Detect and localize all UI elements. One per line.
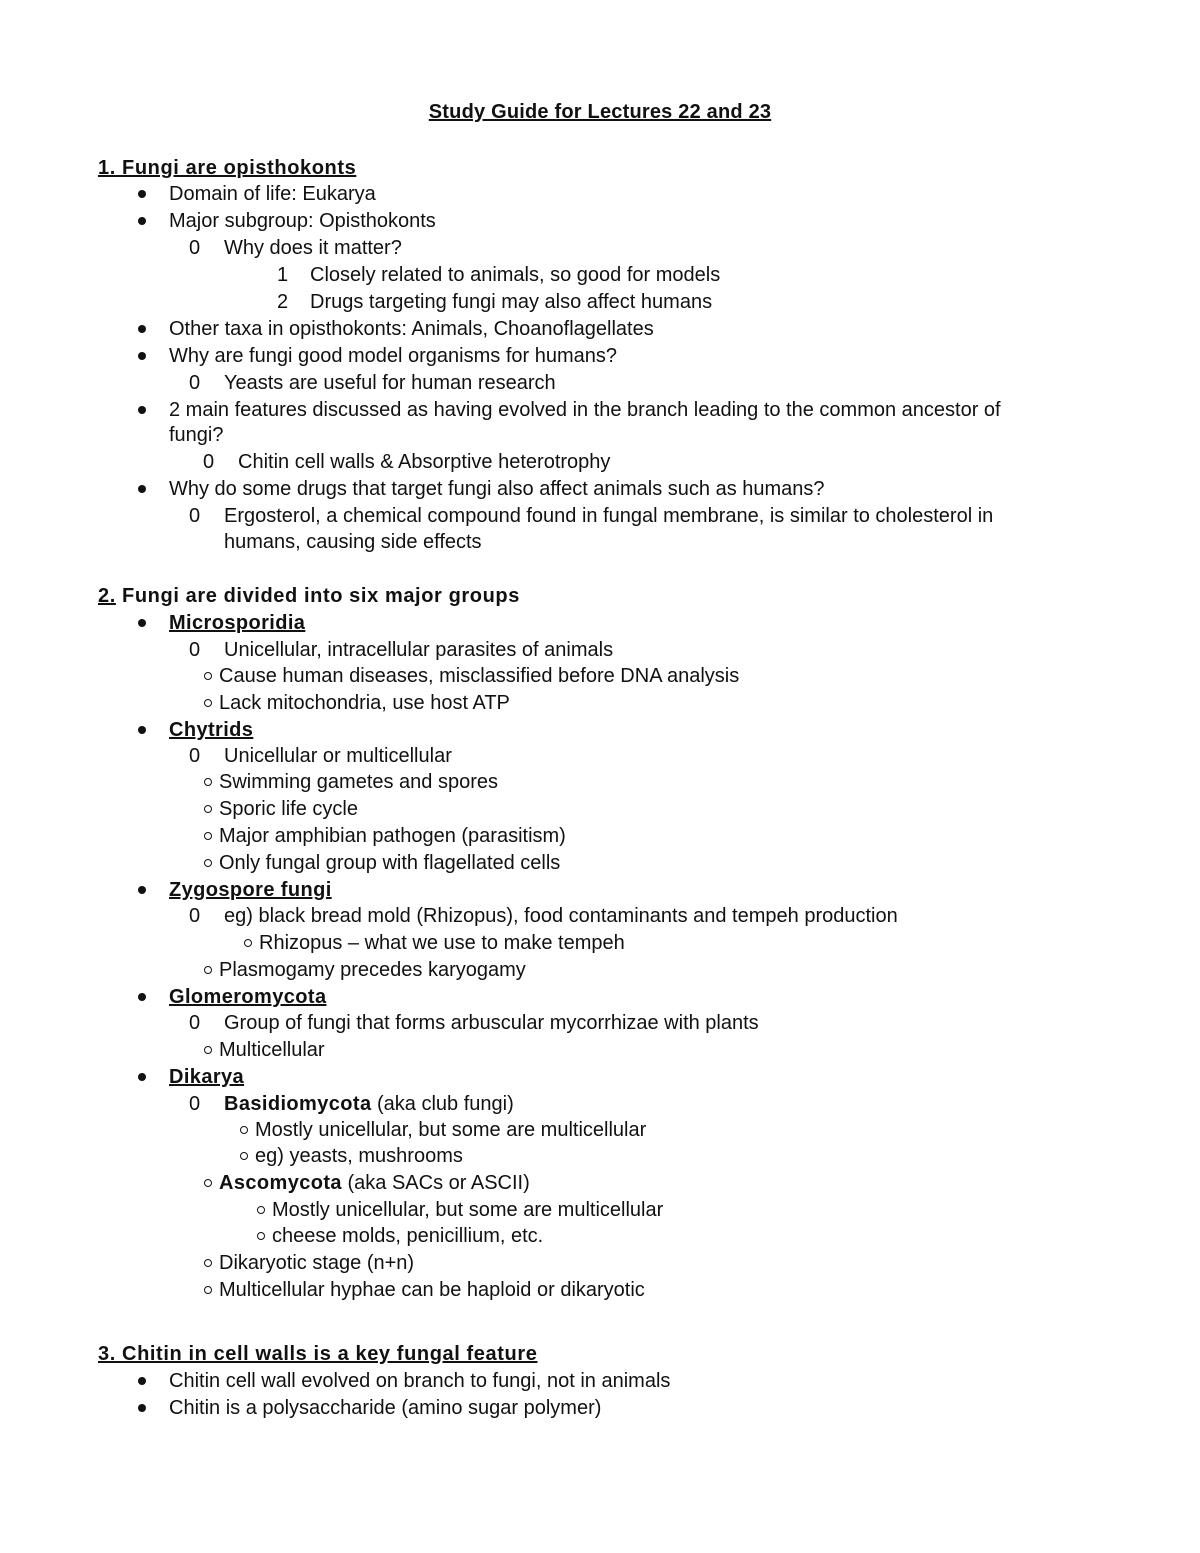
list-item-continuation: fungi?: [169, 424, 224, 446]
bullet-dot: [138, 1377, 146, 1385]
list-item: Drugs targeting fungi may also affect humans: [310, 291, 713, 313]
list-item: Rhizopus – what we use to make tempeh: [244, 930, 625, 957]
circle-bullet: [204, 1046, 212, 1054]
circle-bullet: [240, 1126, 248, 1134]
list-item: Lack mitochondria, use host ATP: [204, 690, 510, 717]
list-item: cheese molds, penicillium, etc.: [257, 1223, 543, 1250]
group-dikarya: Dikarya: [169, 1066, 245, 1088]
circle-bullet: [204, 1179, 212, 1187]
list-item: eg) black bread mold (Rhizopus), food contaminants and tempeh production: [224, 905, 898, 927]
list-item: Unicellular, intracellular parasites of animals: [224, 639, 614, 661]
list-item: Major amphibian pathogen (parasitism): [204, 823, 566, 850]
list-item: Unicellular or multicellular: [224, 745, 452, 767]
list-item: Chitin is a polysaccharide (amino sugar polymer): [169, 1397, 602, 1419]
circle-bullet: [204, 859, 212, 867]
list-item: Closely related to animals, so good for models: [310, 264, 721, 286]
list-item: Major subgroup: Opisthokonts: [169, 210, 436, 232]
bullet-dot: [138, 190, 146, 198]
list-item: Yeasts are useful for human research: [224, 372, 556, 394]
list-marker: 0: [189, 905, 201, 927]
list-marker: 0: [189, 1093, 201, 1115]
list-item-continuation: humans, causing side effects: [224, 531, 482, 553]
bullet-dot: [138, 886, 146, 894]
list-marker: 0: [189, 505, 201, 527]
basidiomycota-label: Basidiomycota: [224, 1093, 372, 1115]
list-marker: 0: [189, 1012, 201, 1034]
bullet-dot: [138, 325, 146, 333]
list-marker: 2: [277, 291, 289, 313]
section-2-heading: [98, 583, 520, 610]
circle-bullet: [257, 1206, 265, 1214]
bullet-dot: [138, 1073, 146, 1081]
circle-bullet: [204, 699, 212, 707]
list-item: Why do some drugs that target fungi also affect animals such as humans?: [169, 478, 825, 500]
bullet-dot: [138, 619, 146, 627]
circle-bullet: [257, 1232, 265, 1240]
bullet-dot: [138, 406, 146, 414]
circle-bullet: [204, 966, 212, 974]
list-marker: 0: [189, 237, 201, 259]
list-item: Dikaryotic stage (n+n): [204, 1250, 414, 1277]
list-item: Why are fungi good model organisms for humans?: [169, 345, 618, 367]
list-item: Domain of life: Eukarya: [169, 183, 376, 205]
list-item: eg) yeasts, mushrooms: [240, 1143, 463, 1170]
list-item: Chitin cell wall evolved on branch to fungi, not in animals: [169, 1370, 671, 1392]
circle-bullet: [204, 778, 212, 786]
bullet-dot: [138, 352, 146, 360]
circle-bullet: [204, 1286, 212, 1294]
circle-bullet: [204, 805, 212, 813]
section-1-heading: 1. Fungi are opisthokonts: [98, 157, 357, 179]
circle-bullet: [204, 672, 212, 680]
group-zygospore-fungi: Zygospore fungi: [169, 879, 332, 901]
list-item: Basidiomycota (aka club fungi): [224, 1093, 514, 1115]
list-item: Sporic life cycle: [204, 796, 358, 823]
group-chytrids: Chytrids: [169, 719, 254, 741]
list-marker: 0: [189, 745, 201, 767]
list-item: Group of fungi that forms arbuscular mycorrhizae with plants: [224, 1012, 759, 1034]
list-item: Mostly unicellular, but some are multicellular: [240, 1117, 646, 1144]
section-3-heading: 3. Chitin in cell walls is a key fungal feature: [98, 1343, 538, 1365]
circle-bullet: [240, 1152, 248, 1160]
bullet-dot: [138, 485, 146, 493]
list-item: 2 main features discussed as having evolved in the branch leading to the common ancestor of: [169, 399, 1001, 421]
page-title: Study Guide for Lectures 22 and 23: [428, 101, 772, 123]
list-item: Swimming gametes and spores: [204, 769, 498, 796]
list-item: Why does it matter?: [224, 237, 402, 259]
list-item: Multicellular hyphae can be haploid or dikaryotic: [204, 1277, 645, 1304]
list-item: Cause human diseases, misclassified before DNA analysis: [204, 663, 739, 690]
list-marker: 0: [189, 639, 201, 661]
list-marker: 0: [203, 451, 215, 473]
section-2-title: Fungi are divided into six major groups: [115, 585, 520, 607]
list-marker: 1: [277, 264, 289, 286]
list-item: Other taxa in opisthokonts: Animals, Choanoflagellates: [169, 318, 654, 340]
list-item: Plasmogamy precedes karyogamy: [204, 957, 526, 984]
group-glomeromycota: Glomeromycota: [169, 986, 327, 1008]
ascomycota-label: Ascomycota: [219, 1172, 342, 1194]
circle-bullet: [204, 1259, 212, 1267]
list-marker: 0: [189, 372, 201, 394]
list-item: Only fungal group with flagellated cells: [204, 850, 560, 877]
circle-bullet: [204, 832, 212, 840]
list-item: Mostly unicellular, but some are multicellular: [257, 1197, 663, 1224]
bullet-dot: [138, 726, 146, 734]
bullet-dot: [138, 993, 146, 1001]
group-microsporidia: Microsporidia: [169, 612, 306, 634]
list-item: Ascomycota (aka SACs or ASCII): [204, 1170, 530, 1197]
list-item: Multicellular: [204, 1037, 325, 1064]
circle-bullet: [244, 939, 252, 947]
list-item: Chitin cell walls & Absorptive heterotrophy: [238, 451, 611, 473]
bullet-dot: [138, 217, 146, 225]
section-2-number: 2.: [98, 585, 116, 607]
bullet-dot: [138, 1404, 146, 1412]
list-item: Ergosterol, a chemical compound found in fungal membrane, is similar to cholesterol in: [224, 505, 994, 527]
